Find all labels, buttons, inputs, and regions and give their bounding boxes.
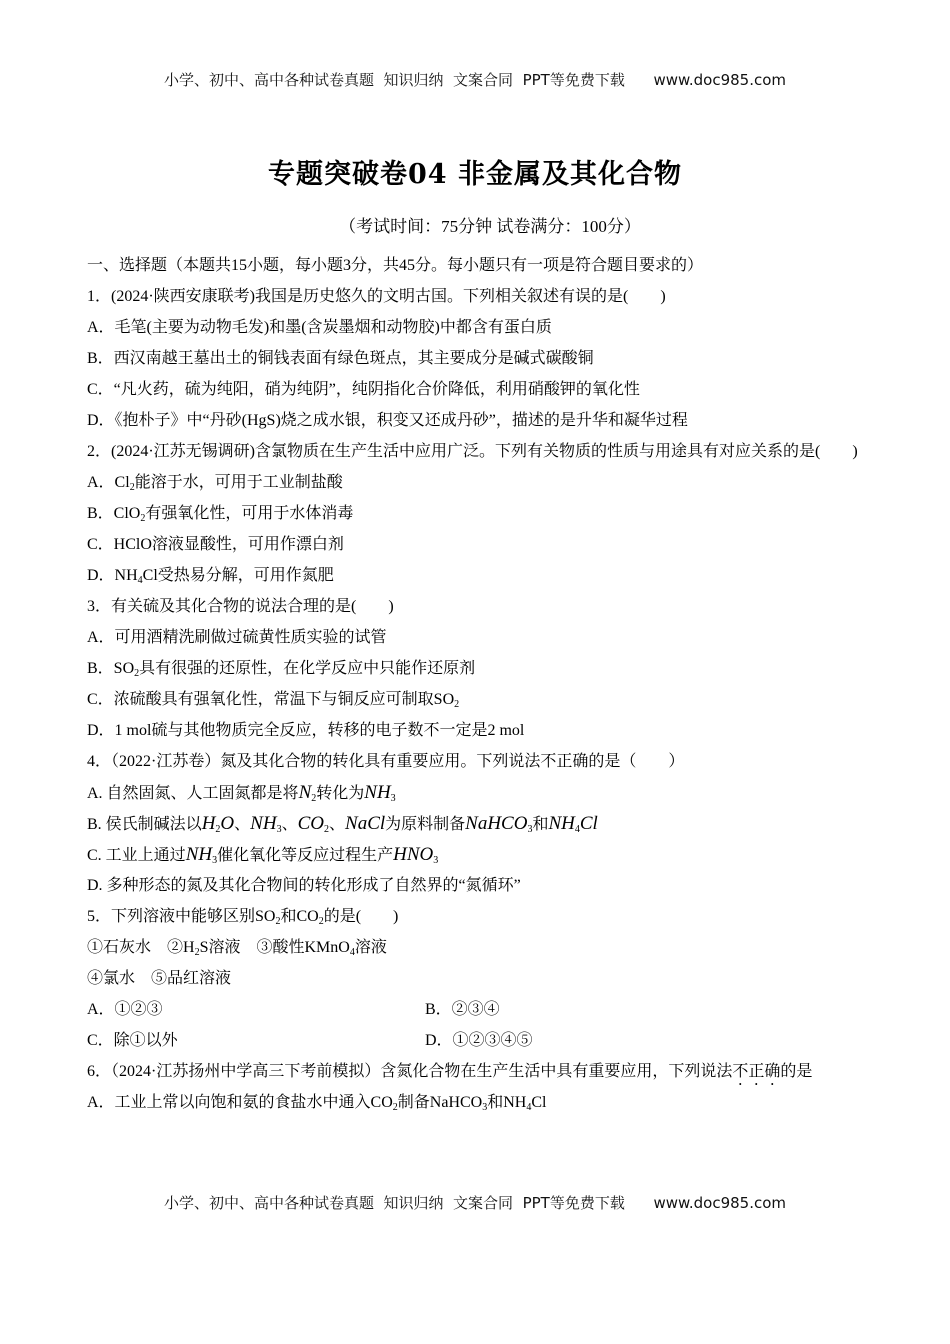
q4-option-d: D. 多种形态的氮及其化合物间的转化形成了自然界的“氮循环” — [87, 877, 521, 894]
exam-info: （考试时间：75分钟 试卷满分：100分） — [339, 217, 641, 236]
q5-option-d: D．①②③④⑤ — [425, 1032, 533, 1049]
q5-stem: 5．下列溶液中能够区别$SO_2$和$CO_2$的是( ) — [87, 908, 399, 927]
q5-option-b: B．②③④ — [425, 1001, 500, 1018]
q5-option-a: A．①②③ — [87, 1001, 163, 1018]
q3-option-c: C．浓硫酸具有强氧化性，常温下与铜反应可制取$SO_2$ — [87, 691, 460, 710]
q4-stem: 4．（2022·江苏卷）氮及其化合物的转化具有重要应用。下列说法不正确的是（ ） — [87, 753, 685, 770]
q1-option-a: A．毛笔(主要为动物毛发)和墨(含炭墨烟和动物胶)中都含有蛋白质 — [87, 319, 552, 336]
q3-stem: 3．有关硫及其化合物的说法合理的是( ) — [87, 598, 394, 615]
section-heading: 一、选择题（本题共15小题，每小题3分，共45分。每小题只有一项是符合题目要求的） — [87, 257, 704, 274]
q6-stem: 6．（2024·江苏扬州中学高三下考前模拟）含氮化合物在生产生活中具有重要应用，下列说法不正确的是 — [87, 1063, 813, 1080]
q4-option-a: A. 自然固氮、人工固氮都是将$N_2$转化为$NH_3$ — [87, 782, 396, 804]
question-body — [87, 250, 872, 1118]
q5-options-ab — [87, 994, 872, 1025]
q1-option-c: C．“凡火药，硫为纯阳，硝为纯阴”，纯阴指化合价降低，利用硝酸钾的氧化性 — [87, 381, 640, 398]
q3-option-b: B．$SO_2$具有很强的还原性，在化学反应中只能作还原剂 — [87, 660, 476, 679]
q3-option-d: D．1 mol硫与其他物质完全反应，转移的电子数不一定是2 mol — [87, 722, 525, 739]
q2-option-c: C．HClO溶液显酸性，可用作漂白剂 — [87, 536, 344, 553]
q6-option-a: A．工业上常以向饱和氨的食盐水中通入$CO_2$制备NaHCO$_3$和$NH_4Cl$ — [87, 1094, 547, 1113]
q5-options-cd — [87, 1025, 872, 1056]
q2-option-b: B．ClO$_2$有强氧化性，可用于水体消毒 — [87, 505, 354, 524]
q4-option-b: B. 侯氏制碱法以$H_2O$、$NH_3$、$CO_2$、NaCl为原料制备NaHCO$_3$和$NH_4Cl$ — [87, 813, 598, 835]
page-title: 专题突破卷04 非金属及其化合物 — [268, 159, 682, 190]
q5-option-c: C．除①以外 — [87, 1032, 178, 1049]
q5-list-2: ④氯水 ⑤品红溶液 — [87, 970, 232, 987]
q1-stem: 1．(2024·陕西安康联考)我国是历史悠久的文明古国。下列相关叙述有误的是( ) — [87, 288, 666, 305]
q4-option-c: C. 工业上通过$NH_3$催化氧化等反应过程生产$HNO_3$ — [87, 844, 439, 866]
page-footer: 小学、初中、高中各种试卷真题 知识归纳 文案合同 PPT等免费下载 www.doc985.com — [163, 1194, 787, 1212]
q3-option-a: A．可用酒精洗刷做过硫黄性质实验的试管 — [87, 629, 387, 646]
q5-list-1: ①石灰水 $②H_2S$溶液 ③酸性KMnO$_4$溶液 — [87, 939, 387, 958]
q1-option-b: B．西汉南越王墓出土的铜钱表面有绿色斑点，其主要成分是碱式碳酸铜 — [87, 350, 594, 367]
q2-option-d: D．$NH_4Cl$受热易分解，可用作氮肥 — [87, 567, 334, 586]
q1-option-d: D．《抱朴子》中“丹砂(HgS)烧之成水银，积变又还成丹砂”，描述的是升华和凝华过程 — [87, 412, 688, 429]
page-header: 小学、初中、高中各种试卷真题 知识归纳 文案合同 PPT等免费下载 www.doc985.com — [163, 71, 787, 89]
q2-option-a: A．$Cl_2$能溶于水，可用于工业制盐酸 — [87, 474, 343, 493]
q2-stem: 2．(2024·江苏无锡调研)含氯物质在生产生活中应用广泛。下列有关物质的性质与用途具有对应关系的是( ) — [87, 443, 858, 460]
